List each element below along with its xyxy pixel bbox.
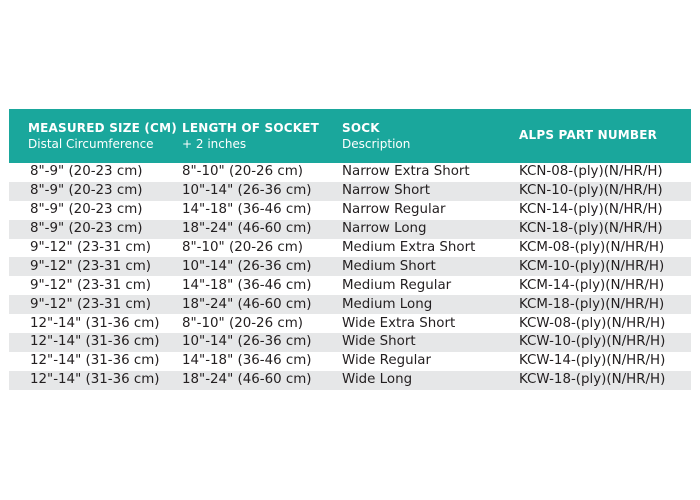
cell-measured-size: 9"-12" (23-31 cm) [30, 258, 151, 274]
cell-part-number: KCN-08-(ply)(N/HR/H) [519, 164, 663, 180]
header-subtitle: Distal Circumference [28, 137, 154, 151]
cell-length-of-socket: 14"-18" (36-46 cm) [182, 202, 312, 218]
table-body [9, 163, 691, 390]
header-subtitle: + 2 inches [182, 137, 247, 151]
cell-measured-size: 9"-12" (23-31 cm) [30, 277, 151, 293]
table-row [9, 257, 691, 276]
cell-measured-size: 8"-9" (20-23 cm) [30, 164, 143, 180]
header-title: SOCK [342, 121, 380, 135]
table-row [9, 220, 691, 239]
header-subtitle: Description [342, 137, 411, 151]
cell-length-of-socket: 8"-10" (20-26 cm) [182, 240, 303, 255]
cell-part-number: KCW-18-(ply)(N/HR/H) [519, 372, 666, 388]
table-row [9, 201, 691, 220]
cell-sock-description: Medium Short [342, 258, 436, 274]
cell-length-of-socket: 10"-14" (26-36 cm) [182, 258, 312, 274]
header-alps-part-number [519, 121, 691, 143]
table-row [9, 163, 691, 182]
cell-length-of-socket: 8"-10" (20-26 cm) [182, 315, 303, 331]
table-row [9, 333, 691, 352]
header-length-of-socket [182, 121, 342, 152]
table-row [9, 314, 691, 333]
table-row [9, 352, 691, 371]
cell-length-of-socket: 14"-18" (36-46 cm) [182, 353, 312, 369]
cell-sock-description: Wide Extra Short [342, 315, 456, 331]
cell-length-of-socket: 18"-24" (46-60 cm) [182, 296, 312, 312]
cell-length-of-socket: 8"-10" (20-26 cm) [182, 164, 303, 180]
cell-sock-description: Medium Regular [342, 277, 452, 293]
cell-sock-description: Narrow Short [342, 183, 431, 199]
table-header [9, 109, 691, 163]
cell-measured-size: 9"-12" (23-31 cm) [30, 296, 151, 312]
header-title: MEASURED SIZE (CM) [28, 121, 177, 135]
cell-measured-size: 12"-14" (31-36 cm) [30, 372, 160, 388]
cell-measured-size: 8"-9" (20-23 cm) [30, 202, 143, 218]
cell-sock-description: Wide Regular [342, 353, 432, 369]
table-row [9, 239, 691, 258]
cell-length-of-socket: 14"-18" (36-46 cm) [182, 277, 312, 293]
header-sock [342, 121, 519, 152]
cell-length-of-socket: 18"-24" (46-60 cm) [182, 221, 312, 237]
cell-part-number: KCW-08-(ply)(N/HR/H) [519, 315, 666, 331]
cell-part-number: KCM-18-(ply)(N/HR/H) [519, 296, 665, 312]
header-title: LENGTH OF SOCKET [182, 121, 320, 135]
cell-sock-description: Wide Long [342, 372, 413, 388]
table-row [9, 371, 691, 390]
header-title: ALPS PART NUMBER [519, 128, 658, 142]
cell-measured-size: 8"-9" (20-23 cm) [30, 183, 143, 199]
cell-measured-size: 12"-14" (31-36 cm) [30, 334, 160, 350]
table-row [9, 182, 691, 201]
cell-length-of-socket: 10"-14" (26-36 cm) [182, 334, 312, 350]
cell-measured-size: 9"-12" (23-31 cm) [30, 240, 151, 255]
cell-sock-description: Narrow Extra Short [342, 164, 470, 180]
table-row [9, 276, 691, 295]
cell-part-number: KCW-14-(ply)(N/HR/H) [519, 353, 666, 369]
cell-measured-size: 12"-14" (31-36 cm) [30, 353, 160, 369]
cell-part-number: KCM-14-(ply)(N/HR/H) [519, 277, 665, 293]
cell-measured-size: 12"-14" (31-36 cm) [30, 315, 160, 331]
cell-part-number: KCM-08-(ply)(N/HR/H) [519, 240, 665, 255]
cell-sock-description: Medium Long [342, 296, 433, 312]
table-row [9, 295, 691, 314]
cell-part-number: KCN-10-(ply)(N/HR/H) [519, 183, 663, 199]
cell-sock-description: Medium Extra Short [342, 240, 476, 255]
sock-size-table [9, 109, 691, 390]
cell-part-number: KCN-18-(ply)(N/HR/H) [519, 221, 663, 237]
cell-part-number: KCM-10-(ply)(N/HR/H) [519, 258, 665, 274]
cell-length-of-socket: 10"-14" (26-36 cm) [182, 183, 312, 199]
cell-sock-description: Narrow Long [342, 221, 427, 237]
cell-length-of-socket: 18"-24" (46-60 cm) [182, 372, 312, 388]
cell-part-number: KCW-10-(ply)(N/HR/H) [519, 334, 666, 350]
cell-part-number: KCN-14-(ply)(N/HR/H) [519, 202, 663, 218]
header-measured-size [9, 121, 182, 152]
cell-measured-size: 8"-9" (20-23 cm) [30, 221, 143, 237]
cell-sock-description: Narrow Regular [342, 202, 446, 218]
cell-sock-description: Wide Short [342, 334, 416, 350]
